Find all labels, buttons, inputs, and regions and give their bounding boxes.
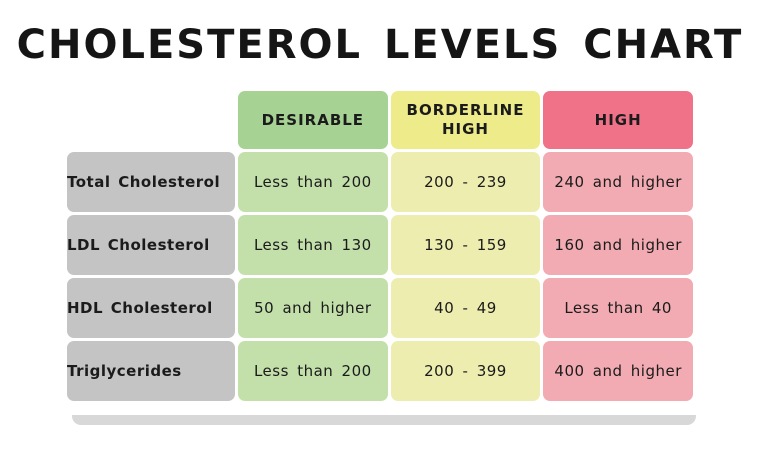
row-header-triglycerides: Triglycerides — [67, 341, 235, 401]
table-row — [67, 152, 693, 212]
cell-total-cholesterol-desirable: Less than 200 — [238, 152, 388, 212]
cell-hdl-cholesterol-desirable: 50 and higher — [238, 278, 388, 338]
column-header-high: HIGH — [543, 91, 693, 149]
cell-hdl-cholesterol-high: Less than 40 — [543, 278, 693, 338]
cell-total-cholesterol-borderline: 200 - 239 — [391, 152, 541, 212]
row-header-ldl-cholesterol: LDL Cholesterol — [67, 215, 235, 275]
table-header-row — [67, 91, 693, 149]
cell-ldl-cholesterol-borderline: 130 - 159 — [391, 215, 541, 275]
cell-ldl-cholesterol-high: 160 and higher — [543, 215, 693, 275]
table-body — [67, 152, 693, 401]
column-header-borderline-line2: HIGH — [441, 120, 489, 138]
cell-triglycerides-high: 400 and higher — [543, 341, 693, 401]
table-shadow — [72, 415, 696, 425]
cell-ldl-cholesterol-desirable: Less than 130 — [238, 215, 388, 275]
cholesterol-levels-table — [64, 88, 696, 404]
row-header-total-cholesterol: Total Cholesterol — [67, 152, 235, 212]
cell-triglycerides-desirable: Less than 200 — [238, 341, 388, 401]
table-row — [67, 215, 693, 275]
table-row — [67, 278, 693, 338]
column-header-borderline-line1: BORDERLINE — [406, 101, 525, 120]
chart-table-container — [64, 88, 696, 404]
page-title: CHOLESTEROL LEVELS CHART — [16, 22, 744, 68]
table-corner-cell — [67, 91, 235, 149]
column-header-borderline-high — [391, 91, 541, 149]
column-header-desirable: DESIRABLE — [238, 91, 388, 149]
cell-triglycerides-borderline: 200 - 399 — [391, 341, 541, 401]
table-row — [67, 341, 693, 401]
row-header-hdl-cholesterol: HDL Cholesterol — [67, 278, 235, 338]
table-header — [67, 91, 693, 149]
cell-total-cholesterol-high: 240 and higher — [543, 152, 693, 212]
cell-hdl-cholesterol-borderline: 40 - 49 — [391, 278, 541, 338]
